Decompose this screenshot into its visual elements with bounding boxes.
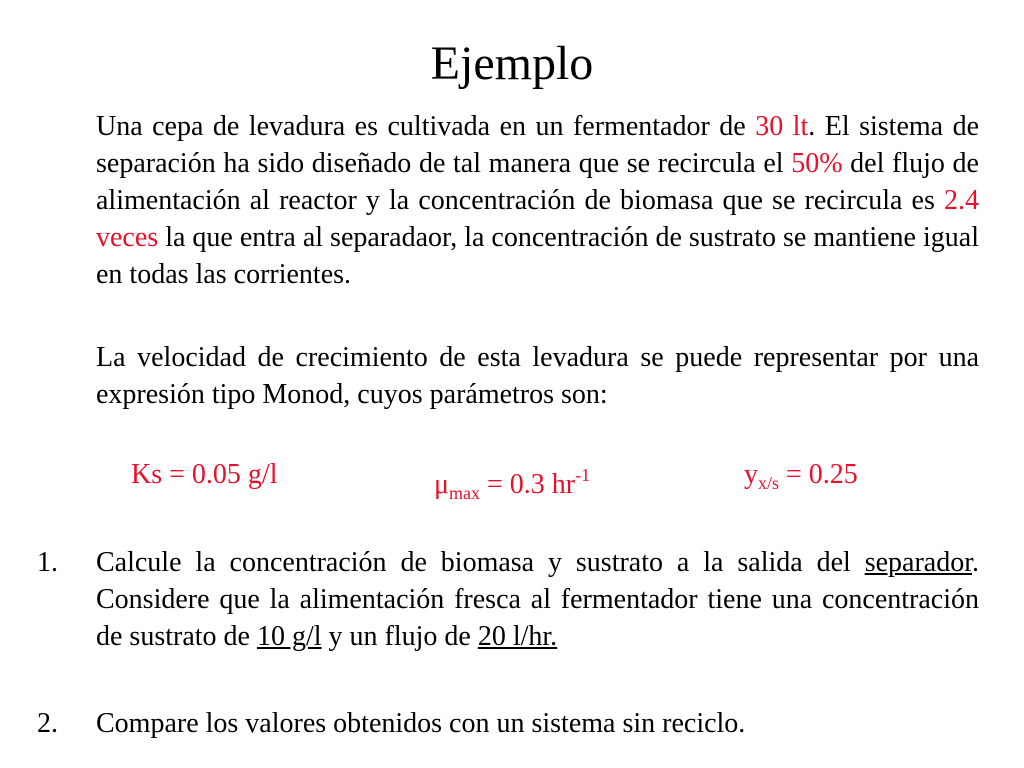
mu-subscript: max <box>449 483 481 503</box>
task1-text-2: . Considere que la alimentación fresca al fermentador tiene una concentración de sustrato de <box>96 547 979 652</box>
problem-text-4: la que entra al separadaor, la concentración de sustrato se mantiene igual en todas las corrientes. <box>96 222 979 290</box>
monod-paragraph: La velocidad de crecimiento de esta levadura se puede representar por una expresión tipo Monod, cuyos parámetros son: <box>96 342 979 410</box>
task-text: Compare los valores obtenidos con un sistema sin reciclo. <box>96 708 746 739</box>
yield-value: = 0.25 <box>779 459 858 490</box>
mu-symbol: μ <box>434 469 450 500</box>
monod-parameters-line <box>0 455 1024 503</box>
flow-rate-value: 20 l/hr. <box>477 621 558 652</box>
task1-text-1: Calcule la concentración de biomasa y sustrato a la salida del <box>96 547 865 578</box>
task1-text-3: y un flujo de <box>321 621 478 652</box>
task-number: 1. <box>37 547 58 578</box>
yield-symbol: y <box>744 459 758 490</box>
substrate-concentration-value: 10 g/l <box>256 621 322 652</box>
recycle-percent-value: 50% <box>791 148 843 179</box>
yield-parameter <box>744 455 858 503</box>
concentration-factor-value: 2.4 veces <box>96 185 979 253</box>
mu-value: = 0.3 hr <box>480 469 576 500</box>
problem-text-2: . El sistema de separación ha sido diseñado de tal manera que se recircula el <box>96 111 979 179</box>
separator-term: separador <box>864 547 972 578</box>
task-number: 2. <box>37 708 58 739</box>
problem-text-1: Una cepa de levadura es cultivada en un fermentador de <box>96 111 756 142</box>
fermenter-volume-value: 30 lt <box>755 111 809 142</box>
task-text <box>96 544 979 655</box>
problem-statement-paragraph <box>96 108 979 293</box>
slide-title: Ejemplo <box>430 37 594 90</box>
problem-text-3: del flujo de alimentación al reactor y la concentración de biomasa que se recircula es <box>96 148 979 216</box>
ks-parameter: Ks = 0.05 g/l <box>131 459 278 490</box>
mu-superscript: -1 <box>575 465 591 485</box>
mu-max-parameter <box>434 455 590 513</box>
yield-subscript: x/s <box>758 473 780 493</box>
